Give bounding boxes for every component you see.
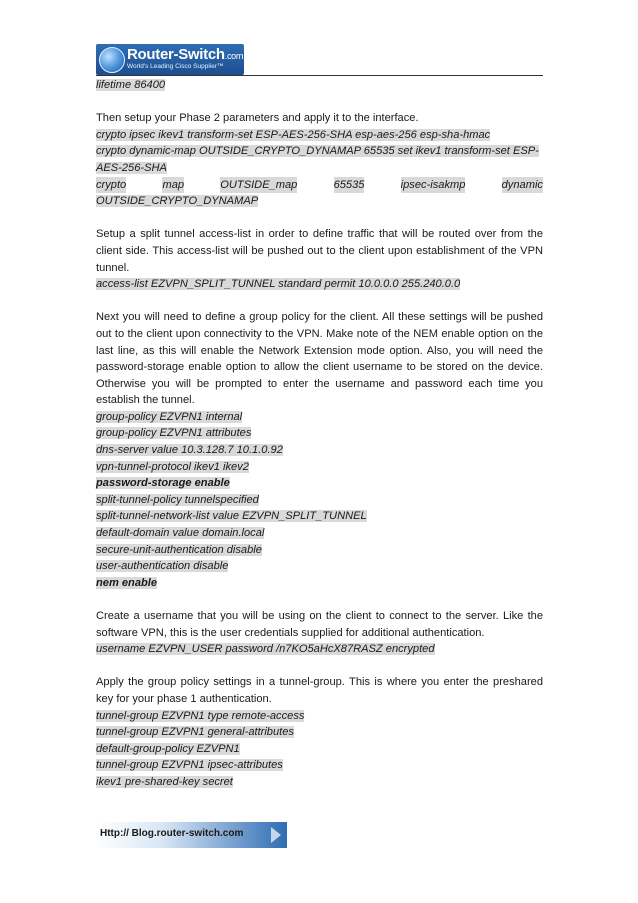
code-text: tunnel-group EZVPN1 type remote-access [96,709,305,722]
body-paragraph: Setup a split tunnel access-list in order to define traffic that will be routed over from the client side. This access-list will be pushed out to the client upon establishment of the VPN tunnel. [96,228,543,274]
code-line [96,459,543,476]
code-line [96,77,543,94]
code-line [96,575,543,592]
paragraph-gap [96,658,543,675]
code-line [96,558,543,575]
code-text: dns-server value 10.3.128.7 10.1.0.92 [96,444,283,457]
code-text: user-authentication disable [96,560,229,573]
code-line [96,508,543,525]
code-text: crypto dynamic-map OUTSIDE_CRYPTO_DYNAMAP 65535 set ikev1 transform-set ESP-AES-256-SHA [96,145,539,174]
code-text: password-storage enable [96,477,230,490]
code-text: secure-unit-authentication disable [96,543,262,556]
body-paragraph: Apply the group policy settings in a tunnel-group. This is where you enter the preshared key for your phase 1 authentication. [96,676,543,705]
footer-banner [96,822,287,848]
code-text: username EZVPN_USER password /n7KO5aHcX87RASZ encrypted [96,643,435,656]
code-text: default-group-policy EZVPN1 [96,742,240,755]
code-word: dynamic [502,177,543,194]
code-line [96,525,543,542]
code-text: split-tunnel-network-list value EZVPN_SPLIT_TUNNEL [96,510,367,523]
code-word: crypto [96,177,126,194]
body-paragraph: Next you will need to define a group policy for the client. All these settings will be pushed out to the client upon connectivity to the VPN. Make note of the NEM enable option on the last line, as this will enable the Network Extension mode option. Also, you will need the password-storage enable option to allow the client username to be stored on the device. Otherwise you will be prompted to enter the username and password each time you establish the tunnel. [96,311,543,407]
arrow-icon [271,827,281,843]
code-line [96,442,543,459]
code-line [96,774,543,791]
globe-icon [99,47,125,73]
code-text: lifetime 86400 [96,79,166,91]
header-logo [96,44,244,75]
paragraph-gap [96,210,543,227]
code-text: group-policy EZVPN1 internal [96,410,243,423]
code-line [96,425,543,442]
body-paragraph: Create a username that you will be using on the client to connect to the server. Like the software VPN, this is the user credentials supplied for additional authentication. [96,610,543,639]
logo-tagline: World's Leading Cisco Supplier™ [127,63,224,70]
code-line [96,542,543,559]
code-word: ipsec-isakmp [401,177,466,194]
code-text: group-policy EZVPN1 attributes [96,427,252,440]
code-text: access-list EZVPN_SPLIT_TUNNEL standard permit 10.0.0.0 255.240.0.0 [96,278,461,291]
code-word: 65535 [334,177,365,194]
code-text: ikev1 pre-shared-key secret [96,775,233,788]
code-line [96,143,543,176]
logo-brand: Router-Switch.com [127,46,244,63]
code-line [96,708,543,725]
document-body [96,77,543,791]
code-line [96,475,543,492]
code-word: map [162,177,184,194]
code-text: tunnel-group EZVPN1 general-attributes [96,726,294,739]
code-line [96,127,543,144]
code-text: vpn-tunnel-protocol ikev1 ikev2 [96,460,249,473]
code-line [96,276,543,293]
code-text: nem enable [96,576,158,589]
code-text: crypto ipsec ikev1 transform-set ESP-AES-256-SHA esp-aes-256 esp-sha-hmac [96,128,491,141]
code-text: split-tunnel-policy tunnelspecified [96,493,259,506]
code-line [96,641,543,658]
paragraph-gap [96,293,543,310]
header-divider [96,75,543,76]
body-paragraph: Then setup your Phase 2 parameters and apply it to the interface. [96,112,419,125]
code-line [96,757,543,774]
code-line [96,741,543,758]
code-line [96,409,543,426]
code-text: OUTSIDE_CRYPTO_DYNAMAP [96,195,259,208]
code-line [96,492,543,509]
footer-url: Http:// Blog.router-switch.com [100,828,244,839]
paragraph-gap [96,94,543,111]
code-line-justified [96,177,543,194]
code-line [96,193,543,210]
code-text: default-domain value domain.local [96,527,265,540]
code-word: OUTSIDE_map [220,177,297,194]
code-line [96,724,543,741]
code-text: tunnel-group EZVPN1 ipsec-attributes [96,759,283,772]
paragraph-gap [96,591,543,608]
